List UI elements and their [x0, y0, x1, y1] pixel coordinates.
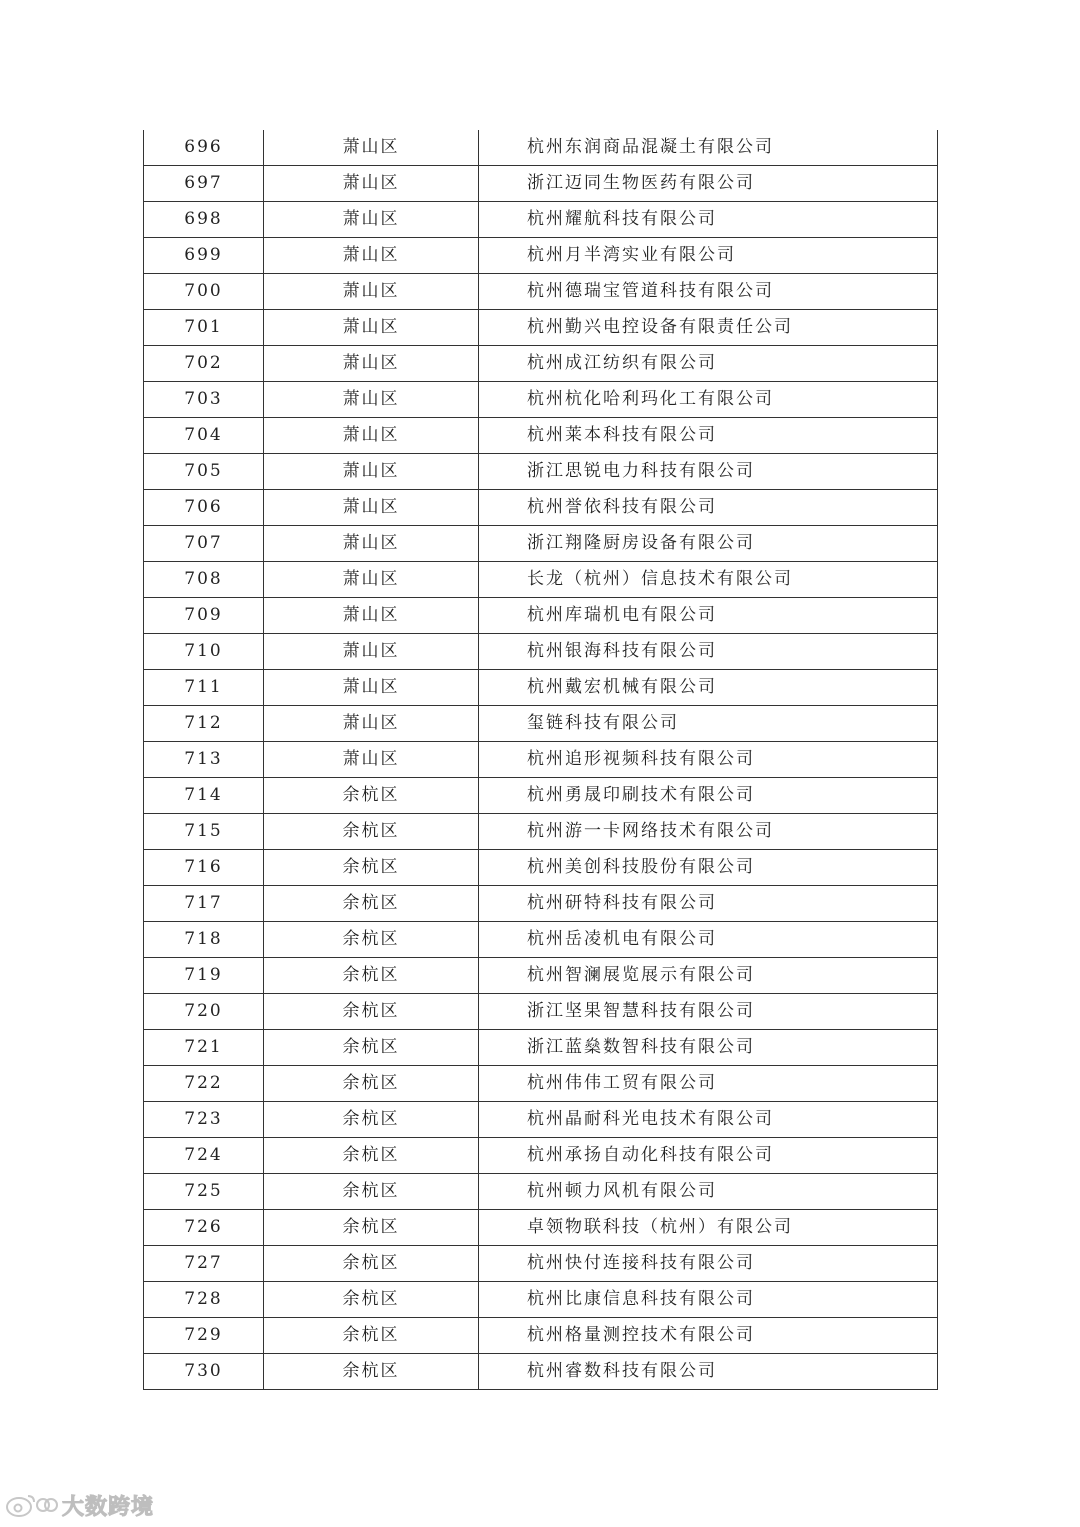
row-number-cell: 697 — [144, 166, 264, 202]
row-number-cell: 723 — [144, 1102, 264, 1138]
row-number-cell: 722 — [144, 1066, 264, 1102]
district-cell: 余杭区 — [264, 1030, 479, 1066]
row-number-cell: 703 — [144, 382, 264, 418]
company-name-cell: 杭州德瑞宝管道科技有限公司 — [479, 274, 938, 310]
watermark-text: 大数跨境 — [62, 1494, 155, 1520]
company-name-cell: 杭州伟伟工贸有限公司 — [479, 1066, 938, 1102]
row-number-cell: 719 — [144, 958, 264, 994]
row-number-cell: 705 — [144, 454, 264, 490]
table-row — [144, 526, 938, 562]
district-cell: 余杭区 — [264, 1246, 479, 1282]
table-row — [144, 598, 938, 634]
row-number-cell: 714 — [144, 778, 264, 814]
roster-body — [144, 130, 938, 1390]
row-number-cell: 721 — [144, 1030, 264, 1066]
table-row — [144, 562, 938, 598]
company-name-cell: 杭州月半湾实业有限公司 — [479, 238, 938, 274]
district-cell: 萧山区 — [264, 274, 479, 310]
district-cell: 萧山区 — [264, 490, 479, 526]
company-name-cell: 杭州成江纺织有限公司 — [479, 346, 938, 382]
table-row — [144, 778, 938, 814]
company-name-cell: 杭州睿数科技有限公司 — [479, 1354, 938, 1390]
company-roster-table — [143, 130, 938, 1390]
table-row — [144, 1318, 938, 1354]
company-name-cell: 长龙（杭州）信息技术有限公司 — [479, 562, 938, 598]
table-row — [144, 742, 938, 778]
company-name-cell: 杭州比康信息科技有限公司 — [479, 1282, 938, 1318]
row-number-cell: 712 — [144, 706, 264, 742]
row-number-cell: 717 — [144, 886, 264, 922]
district-cell: 萧山区 — [264, 238, 479, 274]
district-cell: 余杭区 — [264, 778, 479, 814]
district-cell: 余杭区 — [264, 1102, 479, 1138]
table-row — [144, 1138, 938, 1174]
district-cell: 萧山区 — [264, 706, 479, 742]
company-name-cell: 杭州东润商品混凝土有限公司 — [479, 130, 938, 166]
row-number-cell: 701 — [144, 310, 264, 346]
company-name-cell: 杭州耀航科技有限公司 — [479, 202, 938, 238]
district-cell: 萧山区 — [264, 310, 479, 346]
district-cell: 余杭区 — [264, 1354, 479, 1390]
district-cell: 萧山区 — [264, 166, 479, 202]
row-number-cell: 726 — [144, 1210, 264, 1246]
district-cell: 余杭区 — [264, 850, 479, 886]
company-name-cell: 杭州承扬自动化科技有限公司 — [479, 1138, 938, 1174]
table-row — [144, 346, 938, 382]
table-row — [144, 310, 938, 346]
district-cell: 余杭区 — [264, 886, 479, 922]
district-cell: 萧山区 — [264, 130, 479, 166]
table-row — [144, 418, 938, 454]
company-name-cell: 浙江思锐电力科技有限公司 — [479, 454, 938, 490]
company-name-cell: 杭州杭化哈利玛化工有限公司 — [479, 382, 938, 418]
table-row — [144, 1210, 938, 1246]
district-cell: 萧山区 — [264, 202, 479, 238]
company-name-cell: 浙江蓝燊数智科技有限公司 — [479, 1030, 938, 1066]
company-name-cell: 杭州游一卡网络技术有限公司 — [479, 814, 938, 850]
company-name-cell: 杭州银海科技有限公司 — [479, 634, 938, 670]
district-cell: 余杭区 — [264, 1066, 479, 1102]
table-row — [144, 850, 938, 886]
table-row — [144, 166, 938, 202]
table-row — [144, 1174, 938, 1210]
district-cell: 萧山区 — [264, 634, 479, 670]
row-number-cell: 702 — [144, 346, 264, 382]
table-row — [144, 238, 938, 274]
table-row — [144, 490, 938, 526]
company-name-cell: 卓领物联科技（杭州）有限公司 — [479, 1210, 938, 1246]
company-name-cell: 杭州格量测控技术有限公司 — [479, 1318, 938, 1354]
district-cell: 余杭区 — [264, 1138, 479, 1174]
row-number-cell: 715 — [144, 814, 264, 850]
district-cell: 萧山区 — [264, 526, 479, 562]
table-row — [144, 454, 938, 490]
weibo-logo-icon — [4, 1490, 58, 1520]
company-name-cell: 杭州誉依科技有限公司 — [479, 490, 938, 526]
table-row — [144, 1282, 938, 1318]
table-row — [144, 886, 938, 922]
district-cell: 余杭区 — [264, 1174, 479, 1210]
company-name-cell: 杭州岳凌机电有限公司 — [479, 922, 938, 958]
district-cell: 萧山区 — [264, 598, 479, 634]
district-cell: 余杭区 — [264, 814, 479, 850]
company-name-cell: 杭州勇晟印刷技术有限公司 — [479, 778, 938, 814]
row-number-cell: 730 — [144, 1354, 264, 1390]
table-row — [144, 130, 938, 166]
row-number-cell: 724 — [144, 1138, 264, 1174]
table-row — [144, 706, 938, 742]
company-name-cell: 杭州库瑞机电有限公司 — [479, 598, 938, 634]
table-row — [144, 1066, 938, 1102]
company-name-cell: 杭州研特科技有限公司 — [479, 886, 938, 922]
table-row — [144, 1246, 938, 1282]
row-number-cell: 707 — [144, 526, 264, 562]
row-number-cell: 727 — [144, 1246, 264, 1282]
company-name-cell: 杭州晶耐科光电技术有限公司 — [479, 1102, 938, 1138]
company-name-cell: 浙江迈同生物医药有限公司 — [479, 166, 938, 202]
table-row — [144, 634, 938, 670]
district-cell: 萧山区 — [264, 346, 479, 382]
district-cell: 萧山区 — [264, 742, 479, 778]
district-cell: 余杭区 — [264, 994, 479, 1030]
district-cell: 余杭区 — [264, 958, 479, 994]
table-row — [144, 958, 938, 994]
row-number-cell: 699 — [144, 238, 264, 274]
company-name-cell: 浙江翔隆厨房设备有限公司 — [479, 526, 938, 562]
row-number-cell: 725 — [144, 1174, 264, 1210]
company-name-cell: 杭州勤兴电控设备有限责任公司 — [479, 310, 938, 346]
row-number-cell: 728 — [144, 1282, 264, 1318]
company-name-cell: 杭州快付连接科技有限公司 — [479, 1246, 938, 1282]
company-name-cell: 杭州莱本科技有限公司 — [479, 418, 938, 454]
district-cell: 余杭区 — [264, 1282, 479, 1318]
company-name-cell: 杭州美创科技股份有限公司 — [479, 850, 938, 886]
table-row — [144, 1030, 938, 1066]
district-cell: 萧山区 — [264, 670, 479, 706]
table-row — [144, 994, 938, 1030]
district-cell: 萧山区 — [264, 562, 479, 598]
company-name-cell: 杭州顿力风机有限公司 — [479, 1174, 938, 1210]
company-name-cell: 杭州智澜展览展示有限公司 — [479, 958, 938, 994]
row-number-cell: 711 — [144, 670, 264, 706]
watermark — [4, 1488, 154, 1522]
district-cell: 萧山区 — [264, 382, 479, 418]
table-row — [144, 382, 938, 418]
table-row — [144, 202, 938, 238]
row-number-cell: 704 — [144, 418, 264, 454]
company-name-cell: 玺链科技有限公司 — [479, 706, 938, 742]
district-cell: 余杭区 — [264, 1210, 479, 1246]
row-number-cell: 700 — [144, 274, 264, 310]
row-number-cell: 713 — [144, 742, 264, 778]
row-number-cell: 696 — [144, 130, 264, 166]
table-row — [144, 1102, 938, 1138]
company-name-cell: 杭州追形视频科技有限公司 — [479, 742, 938, 778]
company-name-cell: 杭州戴宏机械有限公司 — [479, 670, 938, 706]
district-cell: 余杭区 — [264, 1318, 479, 1354]
row-number-cell: 729 — [144, 1318, 264, 1354]
district-cell: 余杭区 — [264, 922, 479, 958]
table-row — [144, 670, 938, 706]
row-number-cell: 710 — [144, 634, 264, 670]
row-number-cell: 709 — [144, 598, 264, 634]
row-number-cell: 698 — [144, 202, 264, 238]
table-row — [144, 814, 938, 850]
district-cell: 萧山区 — [264, 418, 479, 454]
row-number-cell: 718 — [144, 922, 264, 958]
row-number-cell: 706 — [144, 490, 264, 526]
table-row — [144, 1354, 938, 1390]
table-row — [144, 274, 938, 310]
row-number-cell: 716 — [144, 850, 264, 886]
table-row — [144, 922, 938, 958]
company-name-cell: 浙江坚果智慧科技有限公司 — [479, 994, 938, 1030]
row-number-cell: 708 — [144, 562, 264, 598]
row-number-cell: 720 — [144, 994, 264, 1030]
district-cell: 萧山区 — [264, 454, 479, 490]
